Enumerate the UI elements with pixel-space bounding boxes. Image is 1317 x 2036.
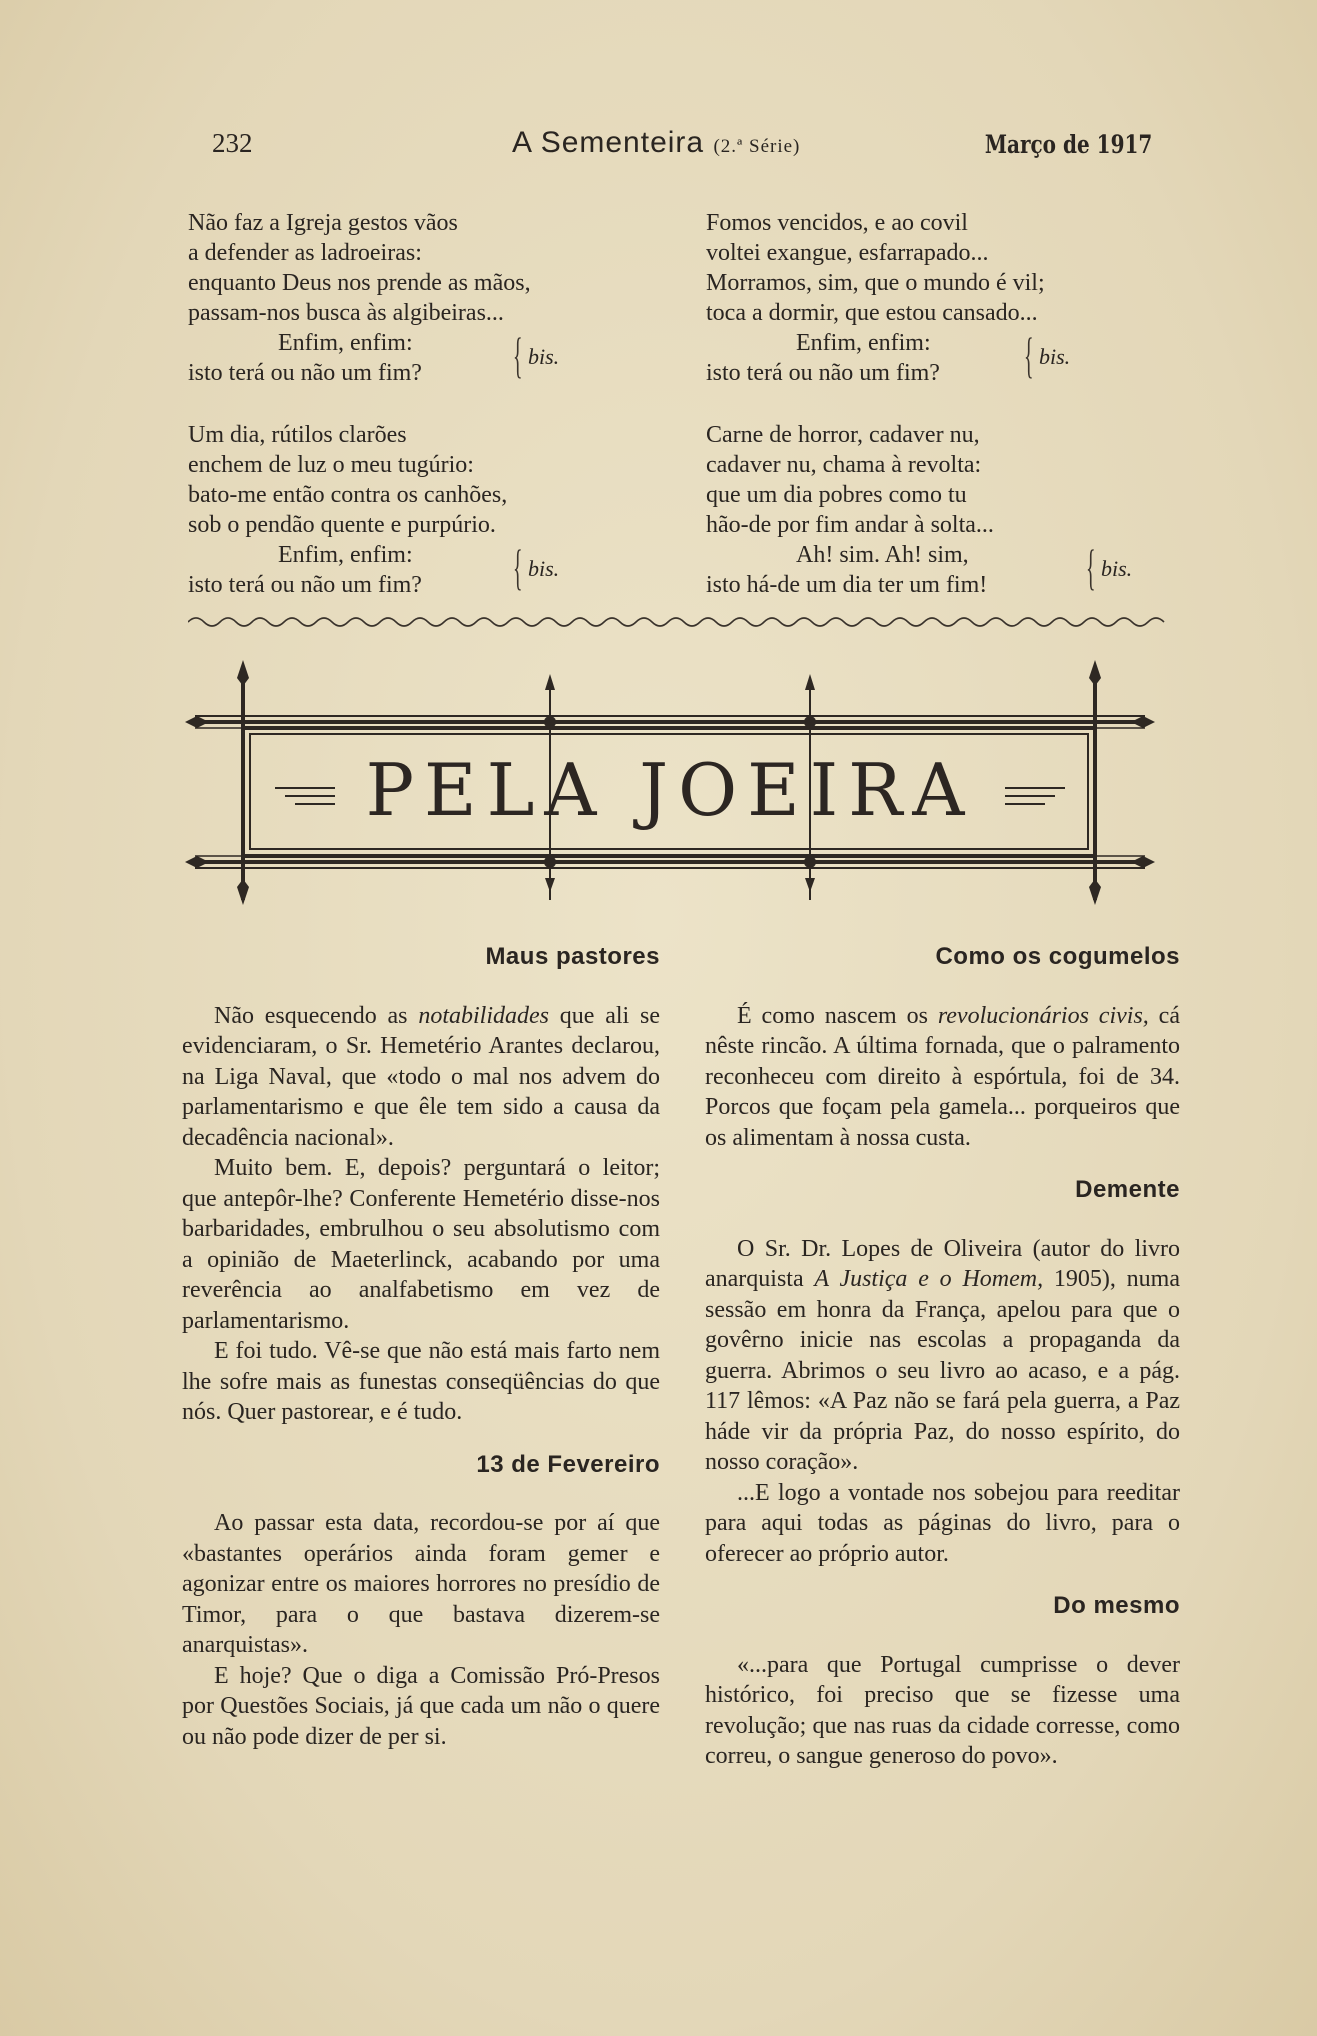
spacer — [182, 973, 660, 1001]
poem-stanza — [706, 420, 1166, 600]
verse-line: a defender as ladroeiras: — [188, 240, 422, 266]
emphasis: notabilidades — [418, 1002, 549, 1029]
section-title: Do mesmo — [1053, 1592, 1180, 1619]
verse-line: isto há-de um dia ter um fim! — [706, 572, 988, 598]
brace-icon: { — [513, 539, 523, 595]
section-title: Maus pastores — [485, 943, 660, 970]
brace-icon: { — [513, 327, 523, 383]
verse-line: voltei exangue, esfarrapado... — [706, 240, 989, 266]
emphasis: A Justiça e o Homem, — [814, 1266, 1044, 1292]
text-run: que ali se evidenciaram, o Sr. Hemetério Arantes declarou, na Liga Naval, que «todo o mal nos advem do parlamentarismo e que êle tem sido a causa da decadência nacional». — [182, 1002, 660, 1151]
bis-mark: bis. — [528, 556, 560, 581]
verse-line: sob o pendão quente e purpúrio. — [188, 512, 496, 538]
poem-stanza — [188, 208, 638, 388]
verse-line: enquanto Deus nos prende as mãos, — [188, 270, 531, 296]
verse-line: Morramos, sim, que o mundo é vil; — [706, 270, 1045, 296]
verse-line: isto terá ou não um fim? — [188, 360, 422, 386]
spacer — [705, 1569, 1180, 1591]
verse-line: Um dia, rútilos clarões — [188, 422, 407, 448]
paragraph — [182, 1001, 660, 1154]
spacer — [705, 1206, 1180, 1234]
page-number: 232 — [212, 128, 253, 158]
section-title: Demente — [1075, 1176, 1180, 1203]
poem-stanza — [706, 208, 1166, 388]
spacer — [705, 1622, 1180, 1650]
spacer — [705, 1153, 1180, 1175]
verse-line: isto terá ou não um fim? — [188, 572, 422, 598]
text-run: 1905), numa sessão em honra da França, apelou para que o govêrno inicie nas escolas a propaganda da guerra. Abrimos o seu livro ao acaso, e a pág. 117 lêmos: «A Paz não se fará pela guerra, a Paz háde vir da própria Paz, do nosso espírito, do nosso coração». — [705, 1266, 1181, 1475]
verse-line: Não faz a Igreja gestos vãos — [188, 210, 458, 236]
emphasis: revolucionários civis, — [937, 1002, 1149, 1029]
text-run: Não esquecendo as — [214, 1002, 419, 1029]
wavy-divider — [188, 612, 1173, 632]
refrain — [706, 328, 1166, 388]
verse-line: cadaver nu, chama à revolta: — [706, 452, 982, 478]
verse-line: Ah! sim. Ah! sim, — [796, 542, 969, 568]
section-title: 13 de Fevereiro — [476, 1450, 660, 1478]
bis-mark: bis. — [528, 344, 560, 369]
refrain — [188, 540, 638, 600]
verse-line: Enfim, enfim: — [278, 330, 413, 356]
verse-line: Enfim, enfim: — [796, 330, 931, 356]
series-label: (2.ª Série) — [713, 136, 801, 157]
paragraph — [705, 1234, 1180, 1478]
paragraph: E hoje? Que o diga a Comissão Pró-Presos por Questões Sociais, já que cada um não o quere ou não pode dizer de per si. — [182, 1662, 660, 1750]
paragraph: «...para que Portugal cumprisse o dever histórico, foi preciso que se fizesse uma revolução; que nas ruas da cidade corresse, como correu, o sangue generoso do povo». — [705, 1651, 1180, 1769]
paragraph: Ao passar esta data, recordou-se por aí que «bastantes operários ainda foram gemer e agonizar entre os maiores horrores no presídio de Timor, para o que bastava dizerem-se anarquistas». — [182, 1510, 660, 1658]
brace-icon: { — [1024, 327, 1034, 383]
bis-mark: bis. — [1101, 556, 1133, 581]
text-run: É como nascem os — [737, 1002, 938, 1029]
bis-mark: bis. — [1039, 344, 1071, 369]
paragraph — [705, 1001, 1180, 1154]
section-title: Como os cogumelos — [935, 943, 1180, 970]
left-prose-column — [182, 942, 660, 1752]
section-banner — [185, 660, 1155, 905]
verse-line: enchem de luz o meu tugúrio: — [188, 452, 474, 478]
verse-line: que um dia pobres como tu — [706, 482, 967, 508]
spacer — [182, 1480, 660, 1508]
refrain — [706, 540, 1166, 600]
verse-line: Fomos vencidos, e ao covil — [706, 210, 968, 236]
poem-left-column — [188, 208, 638, 632]
spacer — [705, 973, 1180, 1001]
text-run: O Sr. Dr. Lopes de Oliveira (autor do livro anarquista — [705, 1235, 1180, 1292]
paragraph: ...E logo a vontade nos sobejou para reeditar para aqui todas as páginas do livro, para o oferecer ao próprio autor. — [705, 1479, 1180, 1567]
spacer — [182, 1428, 660, 1450]
poem-right-column — [706, 208, 1166, 632]
poem-stanza — [188, 420, 638, 600]
verse-line: Carne de horror, cadaver nu, — [706, 422, 980, 448]
journal-title — [512, 126, 800, 160]
issue-date: Março de 1917 — [984, 130, 1152, 159]
text-run: cá nêste rincão. A última fornada, que o palramento reconheceu com direito à espórtula, foi de 34. Porcos que foçam pela gamela... porqueiros que os alimentam à nossa custa. — [705, 1002, 1180, 1151]
page-header — [212, 128, 1152, 168]
refrain — [188, 328, 638, 388]
banner-title: PELA JOEIRA — [365, 748, 975, 832]
paragraph: Muito bem. E, depois? perguntará o leitor; que antepôr-lhe? Conferente Hemetério disse-nos barbaridades, embrulhou o seu absolutismo com a opinião de Maeterlinck, acabando por uma reverência ao analfabetismo em vez de parlamentarismo. — [182, 1155, 660, 1334]
right-prose-column — [705, 942, 1180, 1772]
verse-line: bato-me então contra os canhões, — [188, 482, 508, 508]
verse-line: isto terá ou não um fim? — [706, 360, 940, 386]
brace-icon: { — [1086, 539, 1096, 595]
verse-line: hão-de por fim andar à solta... — [706, 512, 994, 538]
verse-line: toca a dormir, que estou cansado... — [706, 300, 1038, 326]
paragraph: E foi tudo. Vê-se que não está mais farto nem lhe sofre mais as funestas conseqüências do que nós. Quer pastorear, e é tudo. — [182, 1338, 660, 1425]
verse-line: passam-nos busca às algibeiras... — [188, 300, 504, 326]
verse-line: Enfim, enfim: — [278, 542, 413, 568]
journal-title-text: A Sementeira — [512, 126, 705, 159]
